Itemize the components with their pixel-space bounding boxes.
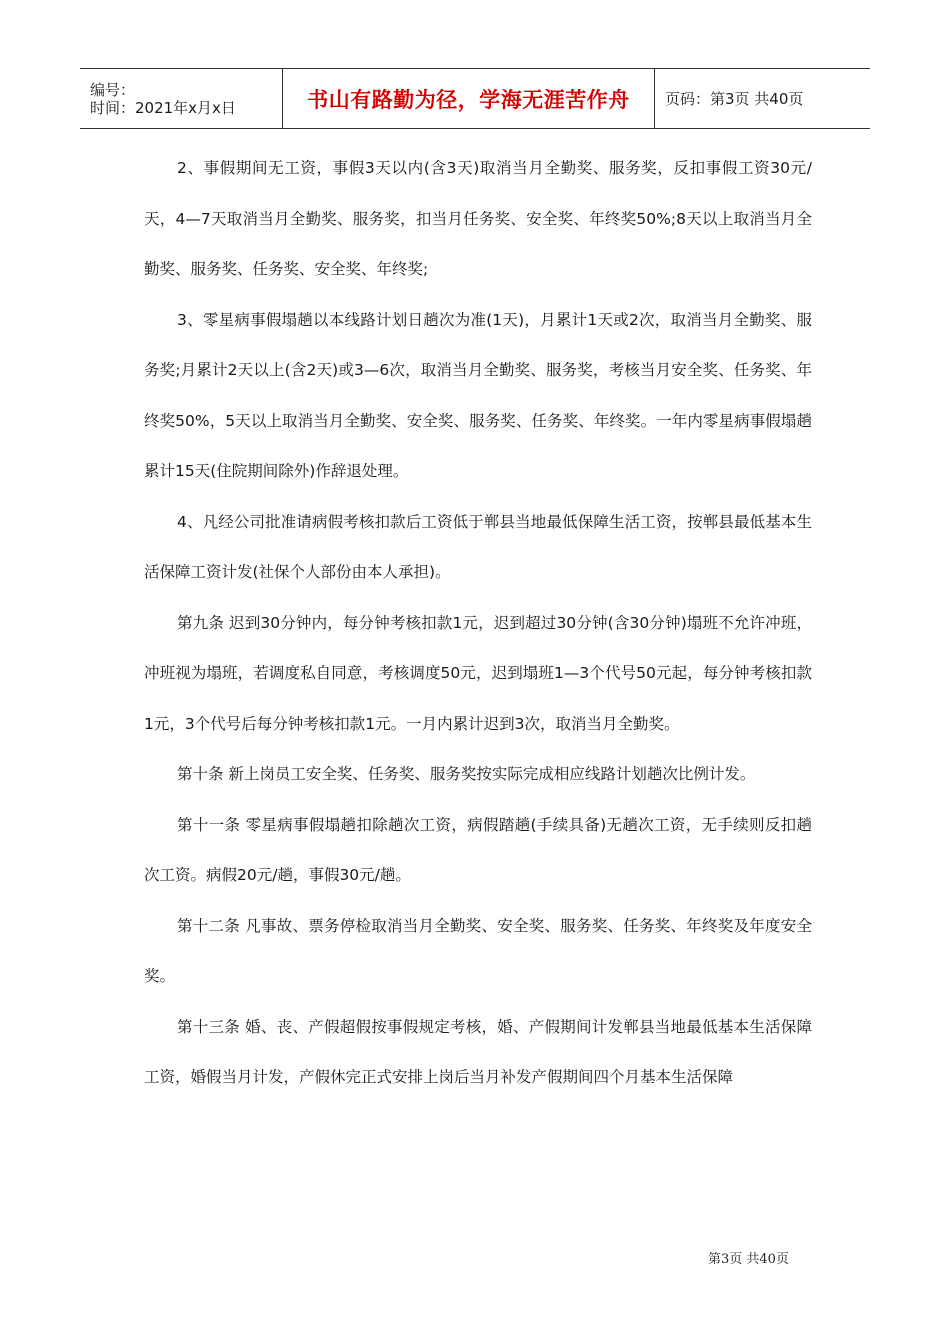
paragraph: 3、零星病事假塌趟以本线路计划日趟次为准(1天)，月累计1天或2次，取消当月全勤奖、服务奖;月累计2天以上(含2天)或3—6次，取消当月全勤奖、服务奖，考核当月安全奖、任务奖、年终奖50%，5天以上取消当月全勤奖、安全奖、服务奖、任务奖、年终奖。一年内零星病事假塌趟累计15天(住院期间除外)作辞退处理。: [144, 310, 812, 480]
footer-page-number: 第3页 共40页: [708, 1252, 789, 1267]
page-footer: [708, 1248, 789, 1267]
paragraph: 2、事假期间无工资，事假3天以内(含3天)取消当月全勤奖、服务奖，反扣事假工资30元/天，4—7天取消当月全勤奖、服务奖，扣当月任务奖、安全奖、年终奖50%;8天以上取消当月全勤奖、服务奖、任务奖、安全奖、年终奖;: [144, 159, 812, 278]
paragraph: 4、凡经公司批准请病假考核扣款后工资低于郸县当地最低保障生活工资，按郸县最低基本生活保障工资计发(社保个人部份由本人承担)。: [144, 512, 812, 581]
header-motto: [282, 69, 655, 128]
paragraph: 第十三条 婚、丧、产假超假按事假规定考核，婚、产假期间计发郸县当地最低基本生活保障工资，婚假当月计发，产假休完正式安排上岗后当月补发产假期间四个月基本生活保障: [144, 1017, 812, 1086]
doc-date-label: 时间：2021年x月x日: [90, 98, 236, 117]
motto-text: 书山有路勤为径，学海无涯苦作舟: [307, 87, 630, 112]
header-page-info: [655, 69, 870, 128]
paragraph: 第十一条 零星病事假塌趟扣除趟次工资，病假踏趟(手续具备)无趟次工资，无手续则反扣趟次工资。病假20元/趟，事假30元/趟。: [144, 815, 812, 884]
document-body: [144, 143, 812, 1103]
page-header: [80, 68, 870, 129]
paragraph: 第九条 迟到30分钟内，每分钟考核扣款1元，迟到超过30分钟(含30分钟)塌班不允许冲班，冲班视为塌班，若调度私自同意，考核调度50元，迟到塌班1—3个代号50元起，每分钟考核扣款1元，3个代号后每分钟考核扣款1元。一月内累计迟到3次，取消当月全勤奖。: [144, 613, 812, 733]
paragraph: 第十条 新上岗员工安全奖、任务奖、服务奖按实际完成相应线路计划趟次比例计发。: [177, 765, 756, 783]
header-meta: [80, 69, 282, 128]
doc-number-label: 编号：: [90, 80, 136, 99]
paragraph: 第十二条 凡事故、票务停检取消当月全勤奖、安全奖、服务奖、任务奖、年终奖及年度安全奖。: [144, 916, 812, 985]
header-page-number: 页码：第3页 共40页: [665, 90, 804, 108]
